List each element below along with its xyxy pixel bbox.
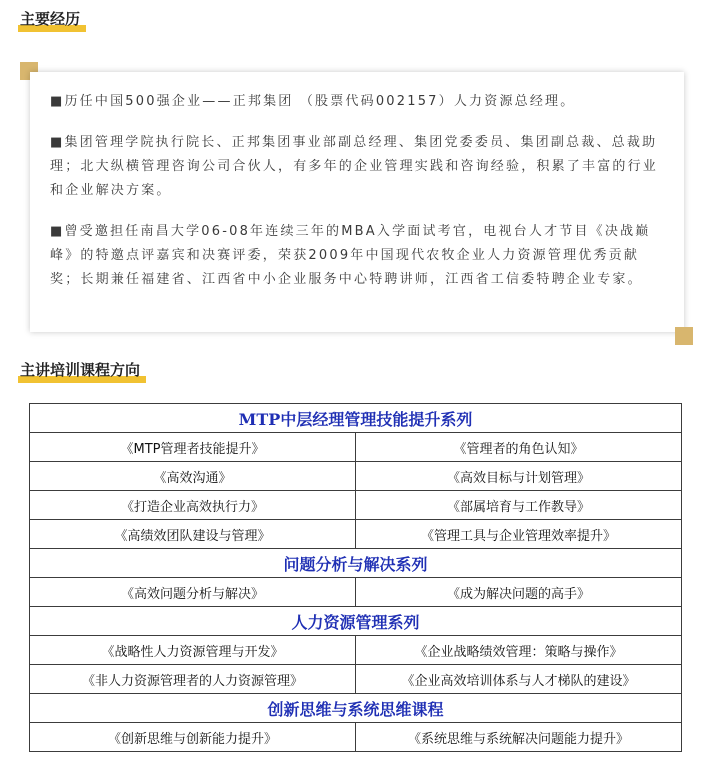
table-row (30, 665, 682, 694)
course-cell: 《企业高效培训体系与人才梯队的建设》 (356, 665, 682, 694)
series-title: 创新思维与系统思维课程 (30, 694, 682, 723)
series-title: MTP中层经理管理技能提升系列 (30, 404, 682, 433)
series-title: 问题分析与解决系列 (30, 549, 682, 578)
experience-paragraph: ■历任中国500强企业——正邦集团 （股票代码002157）人力资源总经理。 (50, 94, 576, 109)
course-cell: 《非人力资源管理者的人力资源管理》 (30, 665, 356, 694)
course-cell: 《高效问题分析与解决》 (30, 578, 356, 607)
course-cell: 《部属培育与工作教导》 (356, 491, 682, 520)
table-row (30, 636, 682, 665)
table-row (30, 433, 682, 462)
section-title-courses (20, 360, 140, 380)
series-header-row (30, 694, 682, 723)
courses-table (29, 403, 682, 752)
course-cell: 《企业战略绩效管理：策略与操作》 (356, 636, 682, 665)
experience-paragraph: ■集团管理学院执行院长、正邦集团事业部副总经理、集团党委委员、集团副总裁、总裁助理；北大纵横管理咨询公司合伙人，有多年的企业管理实践和咨询经验，积累了丰富的行业和企业解决方案。 (50, 135, 659, 198)
course-cell: 《管理工具与企业管理效率提升》 (356, 520, 682, 549)
course-cell: 《MTP管理者技能提升》 (30, 433, 356, 462)
experience-paragraph: ■曾受邀担任南昌大学06-08年连续三年的MBA入学面试考官，电视台人才节目《决战巅峰》的特邀点评嘉宾和决赛评委，荣获2009年中国现代农牧企业人力资源管理优秀贡献奖；长期兼任福建省、江西省中小企业服务中心特聘讲师，江西省工信委特聘企业专家。 (50, 224, 651, 287)
series-header-row (30, 549, 682, 578)
course-cell: 《打造企业高效执行力》 (30, 491, 356, 520)
table-row (30, 520, 682, 549)
table-row (30, 723, 682, 752)
section-title-text: 主讲培训课程方向 (20, 361, 141, 379)
series-header-row (30, 607, 682, 636)
table-row (30, 462, 682, 491)
series-header-row (30, 404, 682, 433)
course-cell: 《管理者的角色认知》 (356, 433, 682, 462)
table-row (30, 491, 682, 520)
course-cell: 《高效目标与计划管理》 (356, 462, 682, 491)
course-cell: 《成为解决问题的高手》 (356, 578, 682, 607)
table-row (30, 578, 682, 607)
course-cell: 《高效沟通》 (30, 462, 356, 491)
section-title-text: 主要经历 (20, 10, 81, 28)
course-cell: 《系统思维与系统解决问题能力提升》 (356, 723, 682, 752)
course-cell: 《高绩效团队建设与管理》 (30, 520, 356, 549)
series-title: 人力资源管理系列 (30, 607, 682, 636)
course-cell: 《创新思维与创新能力提升》 (30, 723, 356, 752)
section-title-experience (20, 9, 80, 29)
card-corner-decoration (675, 327, 693, 345)
course-cell: 《战略性人力资源管理与开发》 (30, 636, 356, 665)
